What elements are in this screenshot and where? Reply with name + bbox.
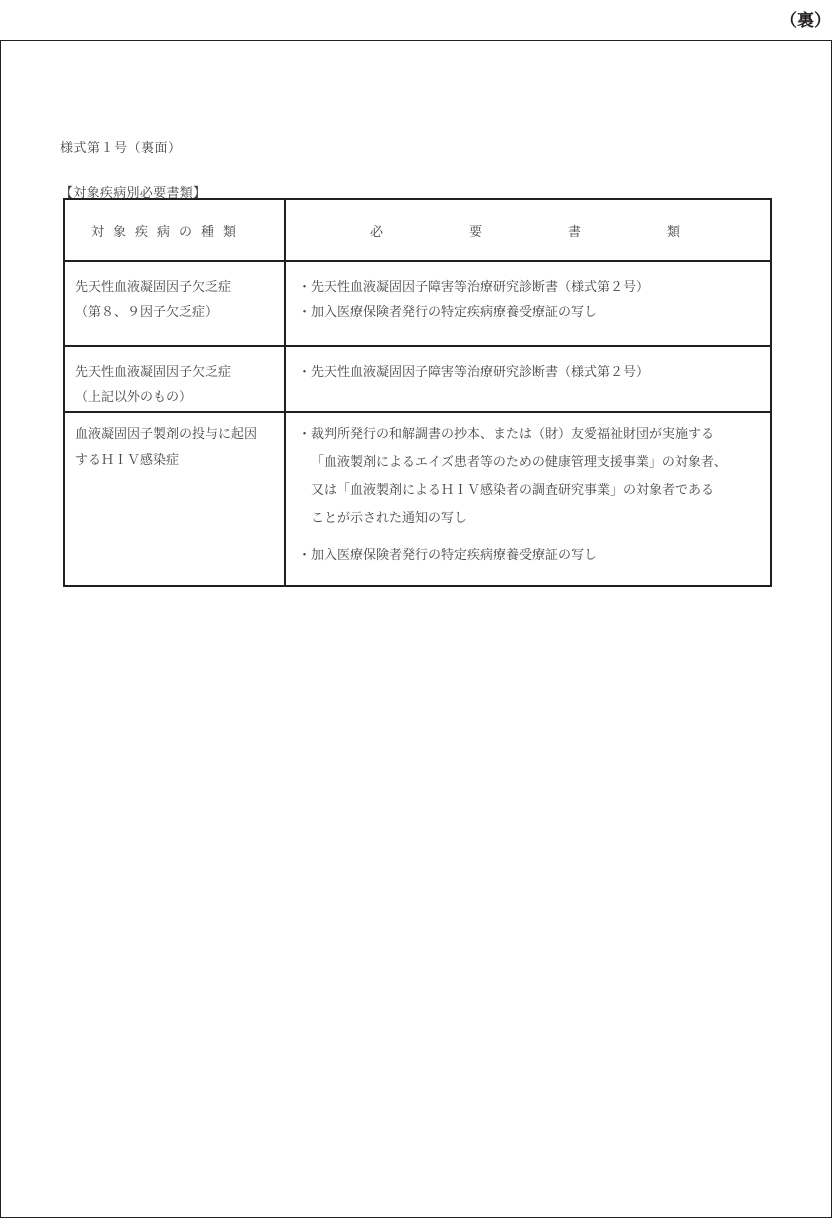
document-item xyxy=(298,300,762,325)
header-required-documents xyxy=(285,199,771,261)
document-text-line: ことが示された通知の写し xyxy=(311,511,468,526)
document-text: 加入医療保険者発行の特定疾病療養受療証の写し xyxy=(311,548,598,563)
table-row xyxy=(64,412,771,586)
disease-line: 先天性血液凝固因子欠乏症 xyxy=(75,280,232,295)
document-item xyxy=(298,360,762,385)
required-documents-table xyxy=(63,198,772,587)
document-text-line: 又は「血液製剤によるＨＩＶ感染者の調査研究事業」の対象者である xyxy=(311,483,715,498)
document-item xyxy=(298,421,762,533)
documents-cell xyxy=(285,261,771,346)
document-text: 先天性血液凝固因子障害等治療研究診断書（様式第２号） xyxy=(311,280,650,295)
table-caption: 【対象疾病別必要書類】 xyxy=(60,186,207,201)
documents-cell xyxy=(285,346,771,412)
table-header-row xyxy=(64,199,771,261)
disease-line: （第８、９因子欠乏症） xyxy=(75,305,219,320)
bullet: ・ xyxy=(298,427,312,442)
bullet: ・ xyxy=(298,280,312,295)
bullet: ・ xyxy=(298,305,312,320)
document-text-line: 「血液製剤によるエイズ患者等のための健康管理支援事業」の対象者、 xyxy=(311,455,727,470)
header-doc-char: 書 xyxy=(567,224,581,240)
documents-cell xyxy=(285,412,771,586)
header-doc-char: 類 xyxy=(666,224,680,240)
form-title: 様式第１号（裏面） xyxy=(60,141,182,156)
table-row xyxy=(64,261,771,346)
document-item xyxy=(298,543,762,568)
header-doc-char: 必 xyxy=(370,224,384,240)
table-row xyxy=(64,346,771,412)
disease-line: するＨＩＶ感染症 xyxy=(75,453,180,468)
disease-line: 血液凝固因子製剤の投与に起因 xyxy=(75,427,258,442)
header-doc-char: 要 xyxy=(468,224,482,240)
page-side-label: （裏） xyxy=(780,11,831,31)
disease-line: 先天性血液凝固因子欠乏症 xyxy=(75,365,232,380)
bullet: ・ xyxy=(298,365,312,380)
disease-line: （上記以外のもの） xyxy=(75,390,193,405)
header-disease-type: 対象疾病の種類 xyxy=(64,199,285,261)
document-item xyxy=(298,275,762,300)
disease-cell xyxy=(64,412,285,586)
document-text: 先天性血液凝固因子障害等治療研究診断書（様式第２号） xyxy=(311,365,650,380)
disease-cell xyxy=(64,261,285,346)
document-text: 加入医療保険者発行の特定疾病療養受療証の写し xyxy=(311,305,598,320)
disease-cell xyxy=(64,346,285,412)
spacer xyxy=(298,533,762,543)
document-text-line: 裁判所発行の和解調書の抄本、または（財）友愛福祉財団が実施する xyxy=(311,427,715,442)
bullet: ・ xyxy=(298,548,312,563)
